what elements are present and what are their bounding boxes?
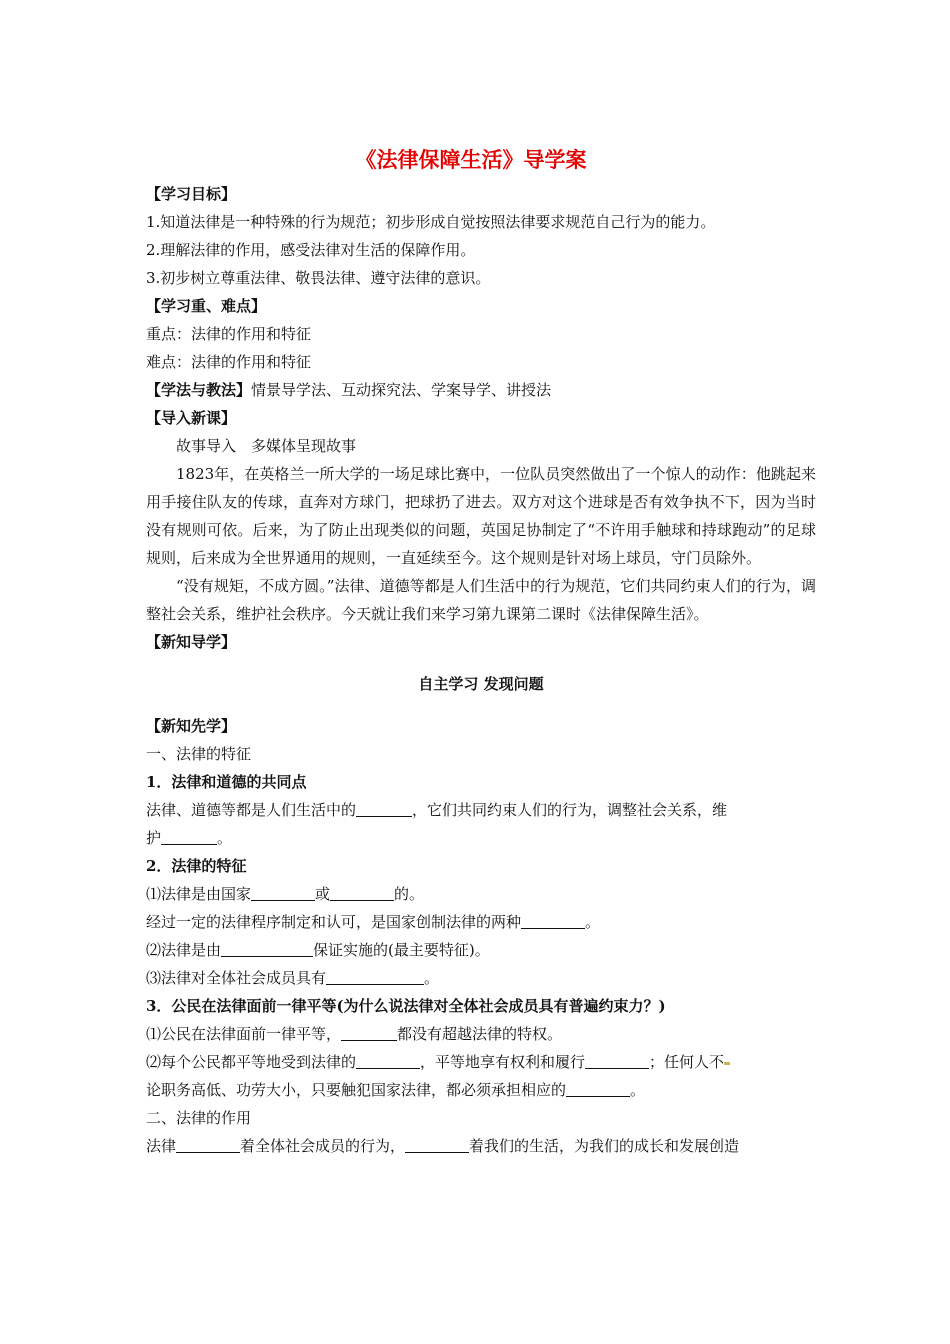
q3-title: 3．公民在法律面前一律平等(为什么说法律对全体社会成员具有普遍约束力？) [146, 997, 666, 1015]
fill-blank[interactable] [405, 1135, 469, 1153]
new-guide-heading: 【新知导学】 [146, 633, 237, 651]
goals-heading: 【学习目标】 [146, 185, 237, 203]
fill-blank[interactable] [176, 1135, 240, 1153]
section-title: 自主学习 发现问题 [418, 675, 544, 693]
focus-difficult: 难点：法律的作用和特征 [146, 353, 312, 371]
intro-story: 1823年，在英格兰一所大学的一场足球比赛中，一位队员突然做出了一个惊人的动作：他跳起来用手接住队友的传球，直奔对方球门，把球扔了进去。双方对这个进球是否有效争执不下，因为当时没有规则可依。后来，为了防止出现类似的问题，英国足协制定了“不许用手触球和持球跑动”的足球规则，后来成为全世界通用的规则，一直延续至今。这个规则是针对场上球员，守门员除外。 [146, 465, 816, 567]
methods-text: 情景导学法、互动探究法、学案导学、讲授法 [251, 381, 552, 399]
last-text: 着我们的生活，为我们的成长和发展创造 [469, 1137, 740, 1155]
q2-title: 2．法律的特征 [146, 857, 247, 875]
q2-text: ⑴法律是由国家 [146, 885, 252, 903]
q2-text: 。 [585, 913, 601, 931]
fill-blank[interactable] [566, 1079, 630, 1097]
fill-blank[interactable] [326, 967, 424, 985]
goal-item: 2.理解法律的作用，感受法律对生活的保障作用。 [146, 241, 476, 259]
methods-heading: 【学法与教法】 [146, 381, 252, 399]
q3-line-2 [146, 1048, 816, 1076]
q2-text: 或 [315, 885, 331, 903]
q1-text-b: ，它们共同约束人们的行为，调整社会关系，维 [412, 801, 728, 819]
q3-line-1 [146, 1020, 816, 1048]
q2-text: ⑵法律是由 [146, 941, 222, 959]
q3-text: ，平等地享有权利和履行 [420, 1053, 586, 1071]
part1-title: 一、法律的特征 [146, 745, 252, 763]
q3-text: ⑴公民在法律面前一律平等， [146, 1025, 342, 1043]
fill-blank[interactable] [585, 1051, 649, 1069]
q2-text: 。 [424, 969, 440, 987]
last-text: 法律 [146, 1137, 177, 1155]
fill-blank[interactable] [330, 883, 394, 901]
q2-text: ⑶法律对全体社会成员具有 [146, 969, 327, 987]
document-title: 《法律保障生活》导学案 [355, 147, 587, 172]
q3-text: 都没有超越法律的特权。 [397, 1025, 563, 1043]
goal-item: 1.知道法律是一种特殊的行为规范；初步形成自觉按照法律要求规范自己行为的能力。 [146, 213, 716, 231]
methods-line [146, 376, 816, 404]
q2-text: 保证实施的(最主要特征)。 [313, 941, 490, 959]
q2-text: 的。 [394, 885, 425, 903]
last-text: 着全体社会成员的行为， [240, 1137, 406, 1155]
document-page [146, 140, 816, 1160]
q3-text: ；任何人不 [649, 1053, 725, 1071]
goal-item: 3.初步树立尊重法律、敬畏法律、遵守法律的意识。 [146, 269, 491, 287]
last-line [146, 1132, 816, 1160]
part2-title: 二、法律的作用 [146, 1109, 252, 1127]
q1-title: 1．法律和道德的共同点 [146, 773, 307, 791]
fill-blank[interactable] [356, 1051, 420, 1069]
q1-text-a: 法律、道德等都是人们生活中的 [146, 801, 357, 819]
q3-text: 。 [630, 1081, 646, 1099]
fill-blank[interactable] [251, 883, 315, 901]
fill-blank[interactable] [341, 1023, 397, 1041]
q1-text-d: 。 [217, 829, 233, 847]
focus-key: 重点：法律的作用和特征 [146, 325, 312, 343]
q2-text: 经过一定的法律程序制定和认可，是国家创制法律的两种 [146, 913, 522, 931]
q1-text-c: 护 [146, 829, 162, 847]
q1-line-2 [146, 824, 816, 852]
intro-summary: “没有规矩，不成方圆。”法律、道德等都是人们生活中的行为规范，它们共同约束人们的行为，调整社会关系，维护社会秩序。今天就让我们来学习第九课第二课时《法律保障生活》。 [146, 577, 816, 623]
q2-line-1 [146, 880, 816, 908]
q3-text: ⑵每个公民都平等地受到法律的 [146, 1053, 357, 1071]
fill-blank[interactable] [221, 939, 313, 957]
q1-line [146, 796, 816, 824]
intro-heading: 【导入新课】 [146, 409, 237, 427]
pre-study-heading: 【新知先学】 [146, 717, 237, 735]
comment-marker-icon [724, 1062, 730, 1065]
q3-text: 论职务高低、功劳大小，只要触犯国家法律，都必须承担相应的 [146, 1081, 567, 1099]
q2-line-3 [146, 936, 816, 964]
fill-blank[interactable] [161, 827, 217, 845]
fill-blank[interactable] [356, 799, 412, 817]
q2-line-4 [146, 964, 816, 992]
focus-heading: 【学习重、难点】 [146, 297, 267, 315]
q3-line-3 [146, 1076, 816, 1104]
intro-lead: 故事导入 多媒体呈现故事 [176, 437, 357, 455]
fill-blank[interactable] [521, 911, 585, 929]
q2-line-2 [146, 908, 816, 936]
